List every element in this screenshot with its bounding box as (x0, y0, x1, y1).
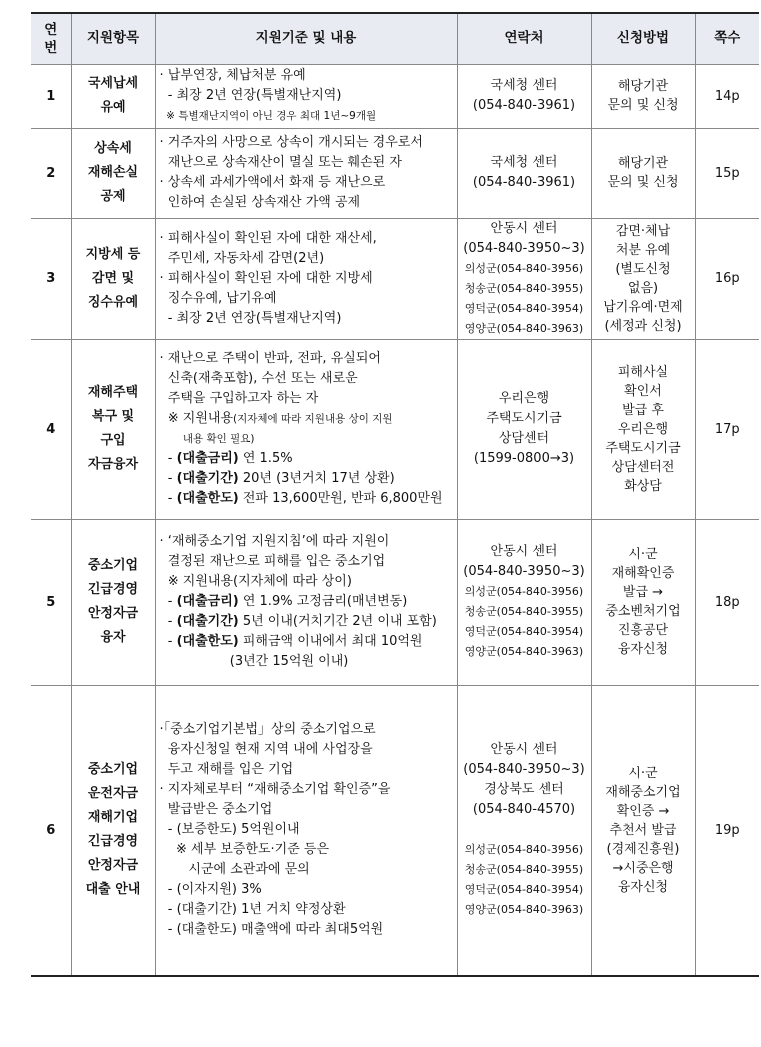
support-item (71, 339, 155, 519)
criteria (155, 685, 457, 976)
header-no: 연 번 (31, 13, 71, 64)
contact-line: 안동시 센터 (490, 220, 558, 236)
page-number: 17p (695, 339, 759, 519)
contact-line: 청송군(054-840-3955) (464, 863, 584, 877)
contact (457, 128, 591, 218)
criteria-line: 징수유예, 납기유예 (159, 290, 277, 306)
support-item-line: 구입 (100, 433, 126, 448)
support-item-line: 자금융자 (87, 457, 139, 472)
criteria-line: · 거주자의 사망으로 상속이 개시되는 경우로서 (159, 135, 423, 150)
support-item-line: 융자 (100, 630, 126, 645)
criteria-line: ※ 지원내용(지자체에 따라 지원내용 상이 지원 (159, 411, 393, 426)
method-line: 중소벤처기업 (605, 604, 681, 619)
criteria-line: ※ 지원내용(지자체에 따라 상이) (159, 574, 352, 589)
contact-line: 영양군(054-840-3963) (464, 903, 584, 917)
method-line: 발급 후 (622, 402, 664, 418)
table-row (31, 64, 759, 128)
support-item (71, 685, 155, 976)
criteria-line: - 최장 2년 연장(특별재난지역) (159, 88, 342, 103)
application-method (591, 519, 695, 685)
contact-line: 국세청 센터 (490, 78, 558, 93)
method-line: 납기유예·면제 (603, 299, 683, 315)
criteria-line: - (대출금리) 연 1.5% (159, 451, 293, 466)
contact (457, 64, 591, 128)
row-number: 3 (31, 218, 71, 339)
support-item (71, 218, 155, 339)
support-item-line: 유예 (100, 100, 126, 115)
criteria-line: - (보증한도) 5억원이내 (159, 822, 300, 838)
criteria-line: 발급받은 중소기업 (159, 802, 273, 818)
contact-line: 안동시 센터 (490, 742, 558, 758)
contact (457, 339, 591, 519)
header-item: 지원항목 (71, 13, 155, 64)
support-item-line: 운전자금 (87, 786, 139, 802)
criteria-line: ※ 특별재난지역이 아닌 경우 최대 1년~9개월 (159, 110, 377, 122)
criteria-line: 주택을 구입하고자 하는 자 (159, 391, 319, 406)
method-line: 융자신청 (617, 879, 669, 895)
header-criteria: 지원기준 및 내용 (155, 13, 457, 64)
method-line: 피해사실 (617, 364, 669, 380)
method-line: (세정과 신청) (604, 318, 682, 334)
criteria-line: 내용 확인 필요) (159, 433, 255, 445)
criteria (155, 519, 457, 685)
method-line: 주택도시기금 (605, 440, 681, 456)
contact-line: (054-840-3961) (472, 98, 576, 113)
method-line: 우리은행 (617, 421, 669, 437)
support-item-line: 감면 및 (91, 270, 135, 286)
row-number: 5 (31, 519, 71, 685)
contact-line: 영양군(054-840-3963) (464, 645, 584, 658)
method-line: 재해확인증 (611, 566, 675, 581)
criteria-line: - (대출한도) 매출액에 따라 최대5억원 (159, 922, 384, 938)
method-line: 감면·체납 (615, 223, 671, 239)
method-line: 발급 → (622, 585, 664, 600)
contact-line: (1599-0800→3) (473, 451, 575, 466)
row-number: 2 (31, 128, 71, 218)
method-line: 확인증 → (616, 803, 670, 819)
application-method (591, 685, 695, 976)
criteria-line: 신축(재축포함), 수선 또는 새로운 (159, 371, 358, 386)
criteria-line: - (대출기간) 5년 이내(거치기간 2년 이내 포함) (159, 614, 437, 629)
contact (457, 685, 591, 976)
criteria-line: 주민세, 자동차세 감면(2년) (159, 250, 325, 266)
table-row (31, 685, 759, 976)
method-line: (경제진흥원) (606, 841, 680, 857)
contact-line: 영덕군(054-840-3954) (464, 883, 584, 897)
table-row (31, 218, 759, 339)
contact-line: (054-840-3950~3) (463, 564, 585, 579)
contact-line: 안동시 센터 (490, 544, 558, 559)
contact-line: 국세청 센터 (490, 155, 558, 170)
header-method: 신청방법 (591, 13, 695, 64)
criteria-line: (3년간 15억원 이내) (159, 654, 349, 669)
row-number: 6 (31, 685, 71, 976)
criteria-line: - (대출한도) 피해금액 이내에서 최대 10억원 (159, 634, 423, 649)
support-item (71, 519, 155, 685)
support-item-line: 징수유예 (87, 294, 139, 310)
method-line: →시중은행 (612, 860, 674, 876)
contact-line: 영양군(054-840-3963) (464, 321, 584, 335)
table-row (31, 339, 759, 519)
method-line: 처분 유예 (615, 242, 671, 258)
contact-line: 경상북도 센터 (484, 782, 564, 798)
contact-line: (054-840-3961) (472, 175, 576, 190)
method-line: 융자신청 (617, 642, 669, 657)
support-item-line: 긴급경영 (87, 834, 139, 850)
contact-line: 주택도시기금 (486, 411, 562, 426)
criteria-line: ※ 세부 보증한도·기준 등은 (159, 842, 330, 858)
page-number: 19p (695, 685, 759, 976)
criteria-line: 인하여 손실된 상속재산 가액 공제 (159, 195, 361, 210)
support-item-line: 중소기업 (87, 558, 139, 573)
header-page: 쪽수 (695, 13, 759, 64)
criteria-line: · 피해사실이 확인된 자에 대한 지방세 (159, 270, 373, 286)
criteria-line: 융자신청일 현재 지역 내에 사업장을 (159, 742, 373, 758)
header-row (31, 13, 759, 64)
support-item-line: 대출 안내 (85, 882, 141, 898)
application-method (591, 128, 695, 218)
contact-line: 의성군(054-840-3956) (464, 843, 584, 857)
support-item (71, 128, 155, 218)
criteria (155, 128, 457, 218)
application-method (591, 64, 695, 128)
contact-line: 의성군(054-840-3956) (464, 261, 584, 275)
contact-line: 청송군(054-840-3955) (464, 605, 584, 618)
criteria-line: - (이자지원) 3% (159, 882, 262, 898)
criteria-line: ·「중소기업기본법」상의 중소기업으로 (159, 722, 376, 738)
criteria-line: · ‘재해중소기업 지원지침’에 따라 지원이 (159, 534, 390, 549)
criteria-line: - (대출기간) 1년 거치 약정상환 (159, 902, 346, 918)
contact-line: (054-840-3950~3) (463, 240, 585, 256)
contact-line: 영덕군(054-840-3954) (464, 625, 584, 638)
method-line: 문의 및 신청 (607, 175, 679, 190)
contact-line: 영덕군(054-840-3954) (464, 301, 584, 315)
support-item-line: 지방세 등 (85, 246, 141, 262)
contact-line: (054-840-4570) (472, 802, 576, 818)
support-item (71, 64, 155, 128)
criteria-line: - (대출기간) 20년 (3년거치 17년 상환) (159, 471, 395, 486)
page-number: 18p (695, 519, 759, 685)
criteria-line: · 납부연장, 체납처분 유예 (159, 68, 306, 83)
page-number: 14p (695, 64, 759, 128)
support-item-line: 복구 및 (91, 409, 135, 424)
criteria (155, 218, 457, 339)
criteria-line: · 피해사실이 확인된 자에 대한 재산세, (159, 230, 377, 246)
contact (457, 218, 591, 339)
contact-line: 우리은행 (498, 391, 550, 406)
contact-line (458, 820, 591, 840)
support-item-line: 재해주택 (87, 385, 139, 400)
criteria-line: 결정된 재난으로 피해를 입은 중소기업 (159, 554, 386, 569)
criteria-line: · 재난으로 주택이 반파, 전파, 유실되어 (159, 351, 381, 366)
table-row (31, 519, 759, 685)
criteria-line: · 상속세 과세가액에서 화재 등 재난으로 (159, 175, 386, 190)
contact-line: 상담센터 (498, 431, 550, 446)
criteria (155, 64, 457, 128)
support-item-line: 긴급경영 (87, 582, 139, 597)
contact-line: 청송군(054-840-3955) (464, 281, 584, 295)
support-table (31, 12, 759, 977)
support-item-line: 공제 (100, 189, 126, 204)
application-method (591, 218, 695, 339)
method-line: 해당기관 (617, 79, 669, 94)
criteria-line: 재난으로 상속재산이 멸실 또는 훼손된 자 (159, 155, 402, 170)
support-item-line: 중소기업 (87, 762, 139, 778)
method-line: 화상담 (624, 478, 662, 494)
method-line: (별도신청 (615, 261, 671, 277)
criteria (155, 339, 457, 519)
contact-line: 의성군(054-840-3956) (464, 585, 584, 598)
method-line: 확인서 (624, 383, 662, 399)
support-item-line: 재해손실 (87, 165, 139, 180)
method-line: 시·군 (628, 547, 658, 562)
application-method (591, 339, 695, 519)
criteria-line: - 최장 2년 연장(특별재난지역) (159, 310, 342, 326)
table-row (31, 128, 759, 218)
method-line: 상담센터전 (611, 459, 675, 475)
contact-line: (054-840-3950~3) (463, 762, 585, 778)
header-contact: 연락처 (457, 13, 591, 64)
criteria-line: 시군에 소관과에 문의 (159, 862, 310, 878)
criteria-line: · 지자체로부터 “재해중소기업 확인증”을 (159, 782, 391, 798)
page-number: 15p (695, 128, 759, 218)
method-line: 추천서 발급 (609, 822, 677, 838)
support-item-line: 재해기업 (87, 810, 139, 826)
support-item-line: 국세납세 (87, 76, 139, 91)
support-item-line: 안정자금 (87, 858, 139, 874)
method-line: 해당기관 (617, 156, 669, 171)
criteria-line: - (대출금리) 연 1.9% 고정금리(매년변동) (159, 594, 408, 609)
support-item-line: 안정자금 (87, 606, 139, 621)
method-line: 진흥공단 (617, 623, 669, 638)
criteria-line: 두고 재해를 입은 기업 (159, 762, 294, 778)
page-number: 16p (695, 218, 759, 339)
method-line: 문의 및 신청 (607, 98, 679, 113)
row-number: 4 (31, 339, 71, 519)
contact (457, 519, 591, 685)
row-number: 1 (31, 64, 71, 128)
method-line: 없음) (627, 280, 659, 296)
criteria-line: - (대출한도) 전파 13,600만원, 반파 6,800만원 (159, 491, 443, 506)
support-item-line: 상속세 (94, 141, 132, 156)
method-line: 재해중소기업 (605, 784, 681, 800)
method-line: 시·군 (628, 765, 658, 781)
